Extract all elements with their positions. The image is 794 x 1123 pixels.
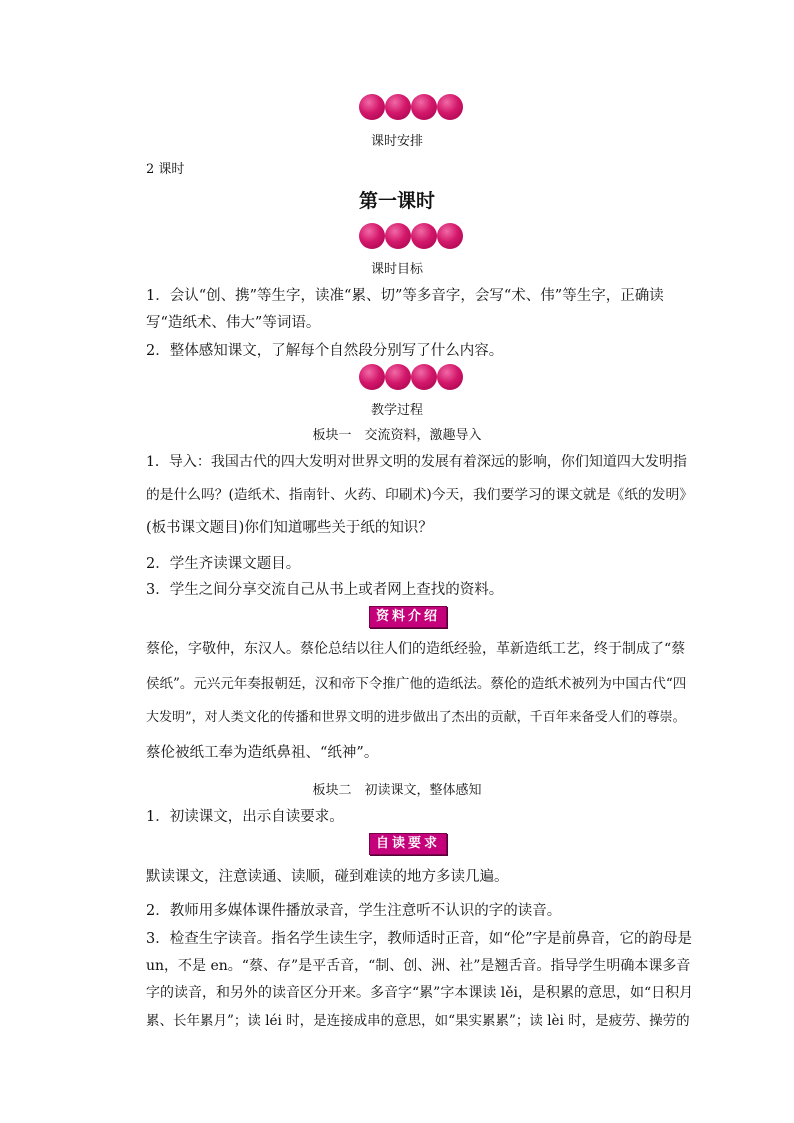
schedule-heading: 课时安排 [370,134,423,149]
block1-title: 板块一 交流资料，激趣导入 [312,428,482,443]
goal-line: 2．整体感知课文，了解每个自然段分别写了什么内容。 [146,343,504,359]
info-line: 大发明”，对人类文化的传播和世界文明的进步做出了杰出的贡献，千百年来备受人们的尊崇。 [146,710,686,725]
goal-line: 写“造纸术、伟大”等词语。 [146,315,321,331]
block2-line: un，不是 en。“蔡、存”是平舌音，“制、创、洲、社”是翘舌音。指导学生明确本课多音 [146,958,691,974]
block2-title: 板块二 初读课文，整体感知 [312,783,482,798]
block2-line: 1．初读课文，出示自读要求。 [146,809,344,825]
block1-line: (板书课文题目)你们知道哪些关于纸的知识？ [146,520,433,536]
dot-icon [359,364,385,390]
dot-icon [437,364,463,390]
dot-icon [359,94,385,120]
goals-heading: 课时目标 [370,262,423,277]
dot-icon [411,364,437,390]
lesson-title: 第一课时 [358,190,435,212]
block2-line: 累、长年累月”；读 léi 时，是连接成串的意思，如“果实累累”；读 lèi 时，是疲劳、操劳的 [146,1013,690,1029]
block1-line: 1．导入：我国古代的四大发明对世界文明的发展有着深远的影响，你们知道四大发明指 [146,454,687,470]
info-line: 蔡伦，字敬仲，东汉人。蔡伦总结以往人们的造纸经验，革新造纸工艺，终于制成了“蔡 [146,641,686,657]
dot-icon [437,94,463,120]
schedule-value: 2 课时 [146,162,185,177]
goal-line: 1．会认“创、携”等生字，读准“累、切”等多音字，会写“术、伟”等生字，正确读 [146,288,664,304]
process-heading: 教学过程 [370,403,423,418]
decorative-dots [359,223,463,249]
dot-icon [437,223,463,249]
dot-icon [359,223,385,249]
decorative-dots [359,364,463,390]
block2-line: 字的读音，和另外的读音区分开来。多音字“累”字本课读 lěi，是积累的意思，如“日积月 [146,985,694,1001]
block2-line: 3．检查生字读音。指名学生读生字，教师适时正音，如“伦”字是前鼻音，它的韵母是 [146,931,693,947]
decorative-dots [359,94,463,120]
info-badge: 资料介绍 [369,606,447,628]
block1-line: 2．学生齐读课文题目。 [146,556,301,572]
block1-line: 3．学生之间分享交流自己从书上或者网上查找的资料。 [146,582,504,598]
dot-icon [385,94,411,120]
dot-icon [411,223,437,249]
dot-icon [411,94,437,120]
block2-line: 2．教师用多媒体课件播放录音，学生注意听不认识的字的读音。 [146,903,562,919]
dot-icon [385,223,411,249]
info-line: 侯纸”。元兴元年奏报朝廷，汉和帝下令推广他的造纸法。蔡伦的造纸术被列为中国古代“四 [146,676,687,692]
block1-line: 的是什么吗？(造纸术、指南针、火药、印刷术)今天，我们要学习的课文就是《纸的发明》 [146,487,693,503]
reading-requirement-badge: 自读要求 [369,833,447,855]
reading-requirement: 默读课文，注意读通、读顺，碰到难读的地方多读几遍。 [146,869,509,885]
dot-icon [385,364,411,390]
info-line: 蔡伦被纸工奉为造纸鼻祖、“纸神”。 [146,745,379,761]
